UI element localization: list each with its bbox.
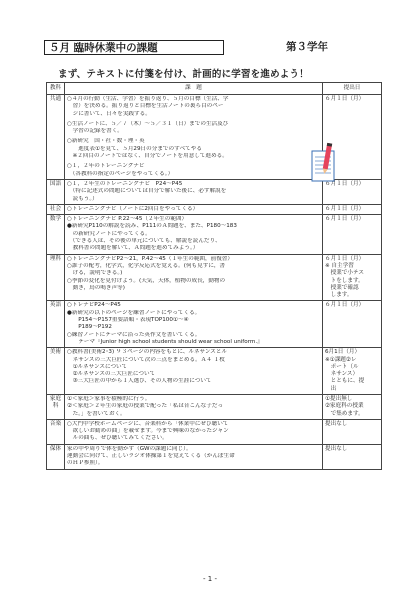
task-line: ける，説明できる。) [67, 270, 123, 277]
task-cell [65, 95, 323, 180]
task-line: 運動会に向けて、正しいラジオ体操第１を覚えてくる（かんぽ生命 [67, 453, 235, 460]
due-date-cell [323, 394, 382, 419]
task-line: ○誰子の配考，化学式，化学反応式を覚える。(何も見ずに，書 [67, 262, 226, 269]
task-line: ○１，２年のトレーニングナビ [67, 163, 145, 170]
due-date-line: ６月１日（月） [325, 216, 365, 223]
grade-label: 第３学年 [286, 41, 328, 53]
task-cell [65, 215, 323, 254]
task-line: ○４月の行動（生活、学習）を振り返り、５月の目標（生活、学 [67, 96, 229, 102]
due-date-line: ６月１日（月） [325, 180, 365, 187]
task-line: ネサンスの三大巨匠について次の三点をまとめる。Ａ４ １枚 [67, 356, 225, 363]
task-line: P154～P157重要語順・表現TOP100①～④ [67, 317, 189, 324]
task-line: ②＜家庭＞２年生の家庭の授業で配った「私は昔こんな子だっ [67, 403, 224, 410]
task-line: ○生活ノートに、５／７（木）～５／３１（日）までの生活及び [67, 120, 229, 127]
task-line: 進度表①を見て、５月29日の分までのすべてやる [67, 145, 202, 152]
table-row [47, 394, 382, 419]
due-date-line: 提出なし [325, 445, 348, 452]
subject-cell: 英語 [47, 301, 65, 348]
due-date-line: ②家庭科の授業 [325, 403, 364, 410]
task-line: 家の中や周りで体を動かす（GWの課題に同じ）。 [67, 445, 192, 452]
table-row [47, 301, 382, 348]
task-line: ○トレーニングナビ P.22～45（２年生の範囲） [67, 216, 188, 223]
subject-cell: 家庭科 [47, 394, 65, 419]
task-cell [65, 204, 323, 214]
due-date-line: ６月１日（月） [325, 205, 365, 212]
table-row [47, 419, 382, 444]
due-date-line: 出 [325, 385, 337, 392]
due-date-line: します。 [325, 292, 353, 299]
task-line: ジに書いて、日々を実践する。 [67, 110, 151, 117]
task-line: ●新研究P110の解説を読み、P111のＡ問題を、また、P180～183 [67, 223, 237, 230]
task-line: 欲しいお勧めの曲」を載せます。今まで興味のなかったジャン [67, 428, 229, 435]
due-date-line: 6月1日（月） [325, 349, 361, 356]
due-date-line: で集めます。 [325, 410, 364, 417]
task-line: ○季節の変化を見付けよう。(天気，天体，植物の成長，動物の [67, 277, 226, 284]
task-cell [65, 444, 323, 469]
task-cell [65, 394, 323, 419]
task-line: P189～P192 [67, 324, 112, 331]
task-line: ○トレーニングナビP2～21，P.42～45（１年生の範囲，前復習） [67, 255, 233, 262]
task-line: ルの曲も、ぜひ聴いてみてください。 [67, 435, 168, 442]
due-date-line: とともに、提 [325, 378, 365, 385]
task-cell [65, 419, 323, 444]
due-date-line: トをします。 [325, 277, 364, 284]
task-line: ②ルネサンスの三大巨匠について [67, 371, 156, 378]
due-date-line: ※ 自主学習 [325, 262, 354, 269]
task-cell [65, 348, 323, 395]
subject-cell: 美術 [47, 348, 65, 395]
column-header-subject: 教科 [47, 83, 65, 95]
subject-cell: 理科 [47, 254, 65, 301]
due-date-cell [323, 254, 382, 301]
due-date-cell [323, 204, 382, 214]
due-date-cell [323, 419, 382, 444]
table-header-row [47, 83, 382, 95]
subject-cell: 数学 [47, 215, 65, 254]
subject-cell: 社会 [47, 204, 65, 214]
due-date-cell [323, 301, 382, 348]
due-date-line: ※①課題②レ [325, 356, 357, 363]
due-date-line: ６月１日（月） [325, 255, 365, 262]
due-date-cell [323, 348, 382, 395]
task-line: ○練習ノートにテーマに沿った英作文を書いてくる。 [67, 331, 201, 338]
table-row [47, 348, 382, 395]
subject-cell: 共通 [47, 95, 65, 180]
column-header-due: 提出日 [323, 83, 382, 95]
table-row [47, 204, 382, 214]
task-line: 読もう。） [67, 195, 98, 202]
task-line: ○トレナビP24～P45 [67, 302, 121, 309]
subject-cell: 国語 [47, 179, 65, 204]
task-line: ○大門中学校ホームページに、音楽科から「休業中にぜひ聴いて [67, 420, 229, 427]
task-line: ○教科書(美術2･3) ９３ページの内容をもとに、ルネサンスとル [67, 349, 228, 356]
due-date-line: 提出なし [325, 420, 348, 427]
subject-cell: 音楽 [47, 419, 65, 444]
task-line: 学習の記録を書く。 [67, 128, 123, 135]
task-line: （できる人は、その後の単元についても、解説を読んだり、 [67, 238, 221, 245]
task-line: ○新研究 国・社・数・理・英 [67, 138, 145, 145]
task-line: ③三大巨匠の中から１人選び、その人物の生涯について [67, 378, 212, 385]
pencil-notebook-icon [309, 141, 339, 186]
page-subtitle: まず、テキストに付箋を付け、計画的に学習を進めよう！ [58, 69, 309, 80]
due-date-line: 授業で確認 [325, 284, 359, 291]
task-line: た。」を書いておく。 [67, 410, 126, 417]
task-line: のＨＰ参照）。 [67, 460, 104, 467]
task-line: の新研究ノートにやってくる。 [67, 230, 151, 237]
task-line: （特に記述式の問題については自分で解いた後に、必ず解説を [67, 188, 227, 195]
task-line: ①ルネサンスについて [67, 363, 128, 370]
due-date-line: ６月１日（月） [325, 96, 365, 102]
task-line: （各教科の指定のページをやってくる。） [67, 170, 174, 177]
due-date-line: ６月１日（月） [325, 302, 365, 309]
task-cell [65, 179, 323, 204]
due-date-line: ネサンス） [325, 371, 359, 378]
due-date-cell [323, 215, 382, 254]
subject-cell: 保体 [47, 444, 65, 469]
task-line: 教科書の問題を解いて、Ａ問題を進めてみよう。） [67, 245, 199, 252]
due-date-line: ポート（ル [325, 363, 359, 370]
page-title: ５月 臨時休業中の課題 [44, 40, 224, 55]
task-line: ①＜家庭＞家事を積極的に行う。 [67, 395, 151, 402]
task-line: ●新研究の以下のページを練習ノートにやってくる。 [67, 309, 201, 316]
task-line: ※２回目のノートではなく、自分でノートを用意して進める。 [67, 153, 228, 160]
task-line: 動き，鳥の鳴き声等) [67, 284, 125, 291]
task-line: テーマ『Junior high school students should wear school uniform.』 [67, 338, 263, 345]
task-line: ○１，２年生のトレーニングナビ P24～P45 [67, 180, 183, 187]
task-cell [65, 254, 323, 301]
task-line: ○トレーニングナビ（ノートに2回目をやってくる） [67, 205, 199, 212]
due-date-line: 授業で小テス [325, 270, 364, 277]
due-date-line: ①提出無し [325, 395, 353, 402]
task-cell [65, 301, 323, 348]
table-row [47, 254, 382, 301]
task-line: 習）を決める。振り返りと目標を生活ノートの裏ら白のペー [67, 103, 224, 110]
due-date-cell [323, 444, 382, 469]
table-row [47, 215, 382, 254]
column-header-task: 課 題 [65, 83, 323, 95]
page-number: - 1 - [203, 575, 217, 583]
table-row [47, 444, 382, 469]
